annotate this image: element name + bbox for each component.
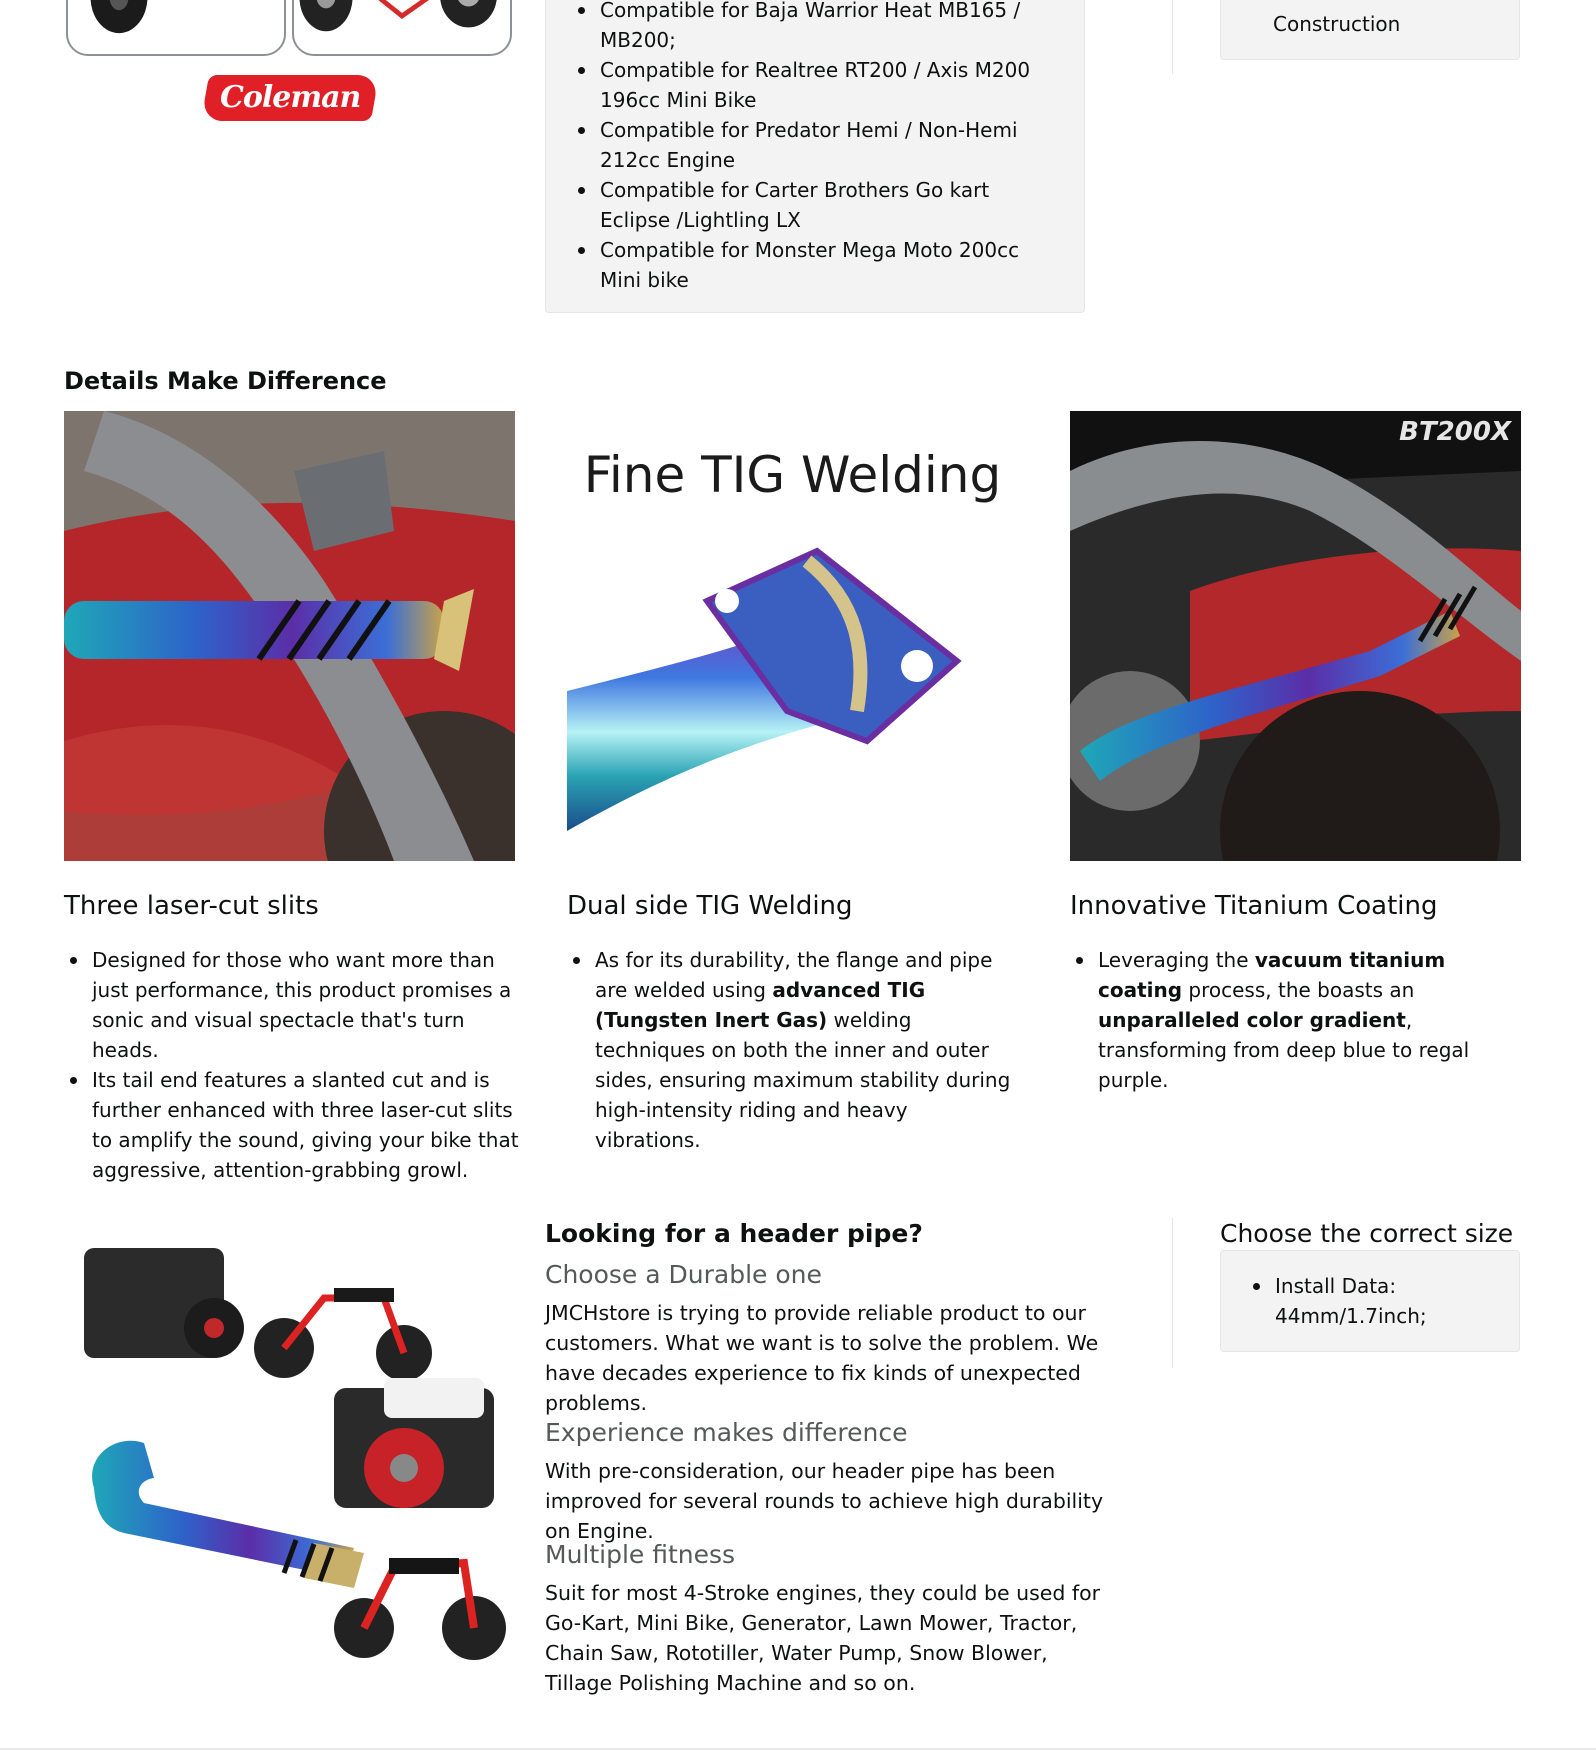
- top-side-box: [1220, 0, 1520, 60]
- size-box: [1220, 1250, 1520, 1352]
- size-box-title: Choose the correct size: [1220, 1219, 1514, 1248]
- detail-image-coating: [1070, 411, 1521, 861]
- section-text: Suit for most 4-Stroke engines, they could be used for Go-Kart, Mini Bike, Generator, Lawn Mower, Tractor, Chain Saw, Rototiller, Water Pump, Snow Blower, Tillage Polishing Machine and so on.: [545, 1581, 1101, 1695]
- list-item: Compatible for Baja Warrior Heat MB165 / MB200;: [572, 0, 1044, 55]
- section-subtitle: Choose a Durable one: [545, 1260, 822, 1289]
- section-title: Details Make Difference: [64, 367, 387, 395]
- list-item: Install Data: 44mm/1.7inch;: [1247, 1271, 1499, 1331]
- list-item: Compatible for Predator Hemi / Non-Hemi 212cc Engine: [572, 115, 1044, 175]
- column-heading-coating: Innovative Titanium Coating: [1070, 891, 1438, 921]
- column-divider: [1172, 1218, 1173, 1368]
- list-item: [1070, 945, 1530, 1095]
- bullet-bold-text: advanced TIG (Tungsten Inert Gas): [595, 978, 926, 1032]
- brand-logo-text: Coleman: [219, 80, 361, 115]
- column-list-welding: [567, 945, 1017, 1155]
- column-heading-welding: Dual side TIG Welding: [567, 891, 853, 921]
- bullet-text: As for its durability, the flange and pipe are welded using: [595, 948, 993, 1002]
- list-item: Compatible for Carter Brothers Go kart Eclipse /Lightling LX: [572, 175, 1044, 235]
- compatibility-list: [572, 0, 1044, 295]
- list-item: Compatible for Monster Mega Moto 200cc Mini bike: [572, 235, 1044, 295]
- bullet-text: process, the boasts an: [1182, 978, 1415, 1002]
- product-thumbnail-bike[interactable]: [292, 0, 512, 56]
- side-box-text: Construction: [1273, 12, 1401, 36]
- coleman-logo: [201, 75, 379, 121]
- image-caption-welding: Fine TIG Welding: [583, 446, 1002, 504]
- image-caption-bt200x: BT200X: [1399, 417, 1511, 447]
- column-divider: [1172, 0, 1173, 74]
- column-heading-slits: Three laser-cut slits: [64, 891, 319, 921]
- section-text: JMCHstore is trying to provide reliable product to our customers. What we want is to solve the problem. We have decades experience to fix kinds of unexpected problems.: [545, 1301, 1099, 1415]
- list-item: [567, 945, 1017, 1155]
- list-item: Its tail end features a slanted cut and is further enhanced with three laser-cut slits to amplify the sound, giving your bike that aggressive, attention-grabbing growl.: [64, 1065, 519, 1185]
- bullet-bold-text: vacuum titanium coating: [1098, 948, 1446, 1002]
- thumbnail-wheel-image: [68, 0, 284, 54]
- product-thumbnail-wheel[interactable]: [66, 0, 286, 56]
- compatibility-box: [545, 0, 1085, 313]
- bullet-bold-text: unparalleled color gradient: [1098, 1008, 1406, 1032]
- section-divider: [0, 1748, 1596, 1750]
- detail-image-welding: [567, 411, 1018, 861]
- section-subtitle: Experience makes difference: [545, 1418, 908, 1447]
- detail-image-slits: [64, 411, 515, 861]
- column-list-coating: [1070, 945, 1530, 1095]
- bullet-text: Leveraging the: [1098, 948, 1255, 972]
- bullet-text: , transforming from deep blue to regal purple.: [1098, 1008, 1470, 1092]
- column-list-slits: [64, 945, 519, 1185]
- list-item: Designed for those who want more than just performance, this product promises a sonic and visual spectacle that's turn heads.: [64, 945, 519, 1065]
- header-pipe-title: Looking for a header pipe?: [545, 1219, 923, 1248]
- list-item: Compatible for Realtree RT200 / Axis M200 196cc Mini Bike: [572, 55, 1044, 115]
- header-pipe-collage-image: [64, 1218, 516, 1673]
- section-text: With pre-consideration, our header pipe has been improved for several rounds to achieve high durability on Engine.: [545, 1459, 1104, 1543]
- bullet-text: welding techniques on both the inner and outer sides, ensuring maximum stability during high-intensity riding and heavy vibrations.: [595, 1008, 1011, 1152]
- size-list: [1247, 1271, 1499, 1331]
- section-subtitle: Multiple fitness: [545, 1540, 736, 1569]
- thumbnail-bike-image: [294, 0, 510, 54]
